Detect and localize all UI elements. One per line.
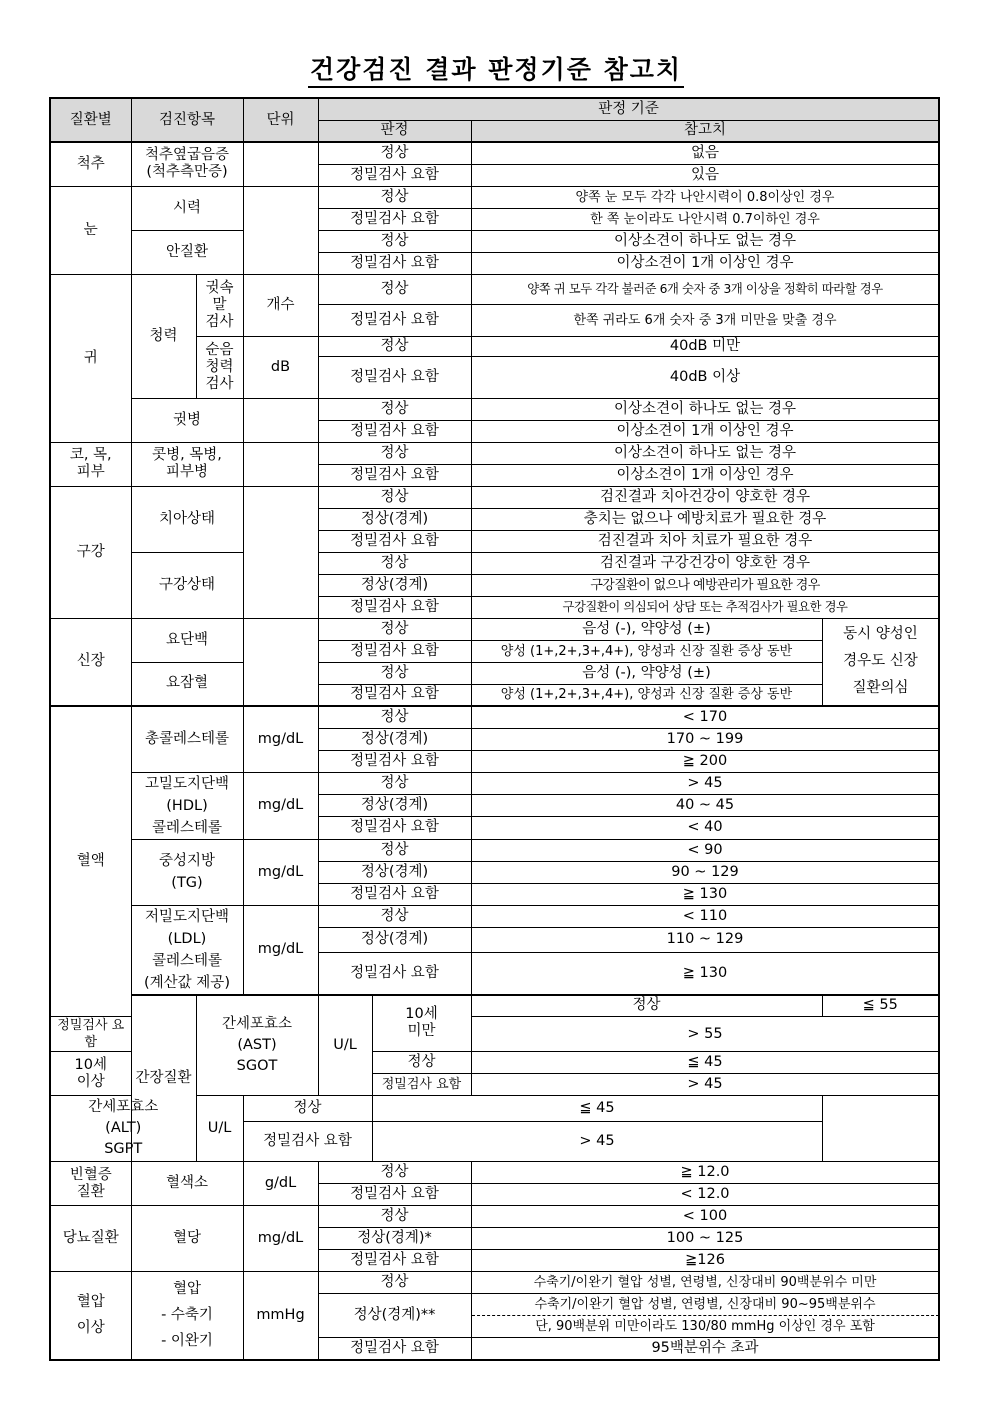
age-line: 10세	[405, 1006, 438, 1023]
criteria-table	[49, 97, 940, 1361]
table-row	[50, 618, 939, 640]
reference-cell: 양성 (1+,2+,3+,4+), 양성과 신장 질환 증상 동반	[471, 640, 822, 662]
table-row	[50, 1272, 939, 1294]
item-line: (계산값 제공)	[144, 974, 230, 991]
disease-cell	[50, 1162, 131, 1206]
header-criteria: 판정 기준	[318, 98, 939, 120]
table-row	[50, 398, 939, 420]
reference-cell: 양성 (1+,2+,3+,4+), 양성과 신장 질환 증상 동반	[471, 684, 822, 706]
disease-cell: 귀	[50, 274, 131, 442]
item-cell: 요잠혈	[131, 662, 243, 706]
judgement-cell: 정상	[318, 905, 471, 927]
judgement-cell: 정상(경계)	[318, 794, 471, 816]
item-line: 피부병	[165, 464, 209, 480]
item-cell	[196, 995, 318, 1096]
judgement-cell: 정밀검사 요함	[318, 356, 471, 398]
judgement-cell: 정상	[318, 1272, 471, 1294]
disease-cell: 혈액	[50, 706, 131, 1017]
item-line: (HDL)	[166, 797, 208, 814]
reference-cell: 90 ~ 129	[471, 861, 939, 883]
judgement-cell: 정밀검사 요함	[318, 304, 471, 336]
reference-cell: 40 ~ 45	[471, 794, 939, 816]
judgement-cell: 정상(경계)	[318, 574, 471, 596]
header-unit: 단위	[243, 98, 318, 142]
item-cell: 구강상태	[131, 552, 243, 618]
table-row	[50, 772, 939, 794]
judgement-cell: 정상	[318, 552, 471, 574]
reference-cell: 100 ~ 125	[471, 1228, 939, 1250]
item-line: (척추측만증)	[146, 164, 228, 181]
disease-line: 혈압	[76, 1294, 105, 1311]
reference-cell: 수축기/이완기 혈압 성별, 연령별, 신장대비 90백분위수 미만	[471, 1272, 939, 1294]
reference-cell: 구강질환이 의심되어 상담 또는 추적검사가 필요한 경우	[471, 596, 939, 618]
item-line: 검사	[205, 313, 234, 330]
reference-cell: < 100	[471, 1206, 939, 1228]
item-line: 청력	[205, 358, 234, 375]
reference-cell: 구강질환이 없으나 예방관리가 필요한 경우	[471, 574, 939, 596]
unit-cell: mmHg	[243, 1272, 318, 1360]
judgement-cell: 정상	[318, 442, 471, 464]
table-row	[50, 274, 939, 304]
unit-cell: U/L	[196, 1096, 243, 1162]
item-line: 간세포효소	[88, 1099, 159, 1115]
judgement-cell: 정밀검사 요함	[318, 684, 471, 706]
reference-cell: 없음	[471, 142, 939, 164]
judgement-cell: 정상	[318, 398, 471, 420]
item-line: 콧병, 목병,	[152, 447, 222, 463]
judgement-cell: 정상	[318, 274, 471, 304]
table-row	[50, 905, 939, 927]
item-line: 저밀도지단백	[144, 908, 230, 925]
reference-cell: > 55	[471, 1017, 939, 1052]
judgement-cell: 정상	[318, 230, 471, 252]
item-line: 말	[212, 296, 227, 313]
reference-cell: ≦ 45	[471, 1052, 939, 1074]
unit-cell	[243, 142, 318, 186]
judgement-cell: 정상	[318, 618, 471, 640]
item-line: - 이완기	[161, 1333, 213, 1350]
reference-cell: 40dB 미만	[471, 336, 939, 356]
disease-line: 이상	[76, 1320, 105, 1337]
page-title-text: 건강검진 결과 판정기준 참고치	[308, 55, 684, 88]
item-cell: 혈당	[131, 1206, 243, 1272]
reference-cell: 양쪽 귀 모두 각각 불러준 6개 숫자 중 3개 이상을 정확히 따라할 경우	[471, 274, 939, 304]
judgement-cell: 정밀검사 요함	[318, 464, 471, 486]
table-row	[50, 186, 939, 208]
reference-cell: ≧ 200	[471, 750, 939, 772]
reference-cell: 양쪽 눈 모두 각각 나안시력이 0.8이상인 경우	[471, 186, 939, 208]
reference-cell: 110 ~ 129	[471, 927, 939, 952]
unit-cell	[243, 618, 318, 706]
reference-cell: 단, 90백분위 미만이라도 130/80 mmHg 이상인 경우 포함	[471, 1316, 939, 1338]
item-line: 콜레스테롤	[151, 952, 223, 969]
item-line: - 수축기	[161, 1307, 213, 1324]
item-line: 고밀도지단백	[144, 775, 230, 792]
unit-cell: mg/dL	[243, 772, 318, 839]
disease-line: 질환	[76, 1183, 105, 1200]
table-row	[50, 1162, 939, 1184]
disease-line: 코, 목,	[69, 447, 112, 463]
disease-line: 빈혈증	[69, 1166, 112, 1183]
judgement-cell: 정상	[243, 1096, 372, 1122]
reference-cell: 있음	[471, 164, 939, 186]
reference-cell: ≦ 45	[372, 1096, 822, 1122]
reference-cell: ≧ 12.0	[471, 1162, 939, 1184]
item-line: (TG)	[171, 875, 203, 891]
reference-cell: 이상소견이 1개 이상인 경우	[471, 420, 939, 442]
item-cell	[131, 442, 243, 486]
judgement-cell: 정밀검사 요함	[318, 1184, 471, 1206]
judgement-cell: 정상	[318, 662, 471, 684]
reference-cell: < 40	[471, 817, 939, 839]
age-line: 이상	[76, 1073, 105, 1090]
item-line: 검사	[205, 375, 234, 392]
judgement-cell: 정상	[318, 1162, 471, 1184]
disease-cell: 간장질환	[131, 995, 196, 1162]
item-cell: 요단백	[131, 618, 243, 662]
item-line: 간세포효소	[221, 1015, 293, 1032]
judgement-cell: 정밀검사 요함	[318, 420, 471, 442]
reference-cell: 이상소견이 하나도 없는 경우	[471, 442, 939, 464]
judgement-cell: 정밀검사 요함	[318, 883, 471, 905]
judgement-cell: 정밀검사 요함	[243, 1122, 372, 1162]
reference-cell: < 12.0	[471, 1184, 939, 1206]
judgement-cell: 정밀검사 요함	[318, 164, 471, 186]
judgement-cell: 정밀검사 요함	[318, 208, 471, 230]
table-row	[50, 230, 939, 252]
judgement-cell: 정상(경계)	[318, 927, 471, 952]
unit-cell: g/dL	[243, 1162, 318, 1206]
judgement-cell: 정밀검사 요함	[318, 952, 471, 994]
table-row	[50, 1206, 939, 1228]
reference-cell: 이상소견이 하나도 없는 경우	[471, 398, 939, 420]
item-cell: 총콜레스테롤	[131, 706, 243, 772]
reference-cell: ≧126	[471, 1250, 939, 1272]
judgement-cell: 정상(경계)	[318, 861, 471, 883]
reference-cell: 음성 (-), 약양성 (±)	[471, 662, 822, 684]
item-cell	[131, 772, 243, 839]
reference-cell: 95백분위수 초과	[471, 1338, 939, 1360]
item-line: (LDL)	[167, 930, 207, 947]
item-line: 중성지방	[158, 853, 216, 869]
note-line: 경우도 신장	[843, 653, 918, 670]
unit-cell: mg/dL	[243, 839, 318, 905]
judgement-cell: 정상	[318, 772, 471, 794]
judgement-cell: 정상(경계)	[318, 728, 471, 750]
judgement-cell: 정밀검사 요함	[318, 1250, 471, 1272]
page-title	[0, 50, 992, 86]
disease-cell: 당뇨질환	[50, 1206, 131, 1272]
item-cell: 치아상태	[131, 486, 243, 552]
age-cell	[372, 995, 471, 1052]
reference-cell: 음성 (-), 약양성 (±)	[471, 618, 822, 640]
disease-cell: 신장	[50, 618, 131, 706]
item-line: 척추옆굽음증	[144, 147, 230, 164]
sub-item-cell	[196, 274, 243, 336]
reference-cell: 이상소견이 하나도 없는 경우	[471, 230, 939, 252]
reference-cell: > 45	[471, 1074, 939, 1096]
unit-cell	[243, 186, 318, 274]
table-row	[50, 552, 939, 574]
item-line: 귓속	[205, 279, 234, 296]
table-row	[50, 839, 939, 861]
header-item: 검진항목	[131, 98, 243, 142]
unit-cell	[243, 442, 318, 486]
age-cell	[50, 1052, 131, 1096]
reference-cell: 이상소견이 1개 이상인 경우	[471, 252, 939, 274]
disease-cell: 구강	[50, 486, 131, 618]
disease-cell	[50, 442, 131, 486]
table-row	[50, 995, 939, 1017]
item-cell	[131, 1272, 243, 1360]
disease-line: 피부	[76, 464, 105, 480]
reference-cell: 검진결과 구강건강이 양호한 경우	[471, 552, 939, 574]
reference-cell: ≧ 130	[471, 952, 939, 994]
judgement-cell: 정밀검사 요함	[318, 640, 471, 662]
reference-cell: < 170	[471, 706, 939, 728]
disease-cell: 척추	[50, 142, 131, 186]
judgement-cell: 정상	[318, 142, 471, 164]
age-line: 미만	[407, 1023, 436, 1040]
item-cell: 시력	[131, 186, 243, 230]
item-cell: 혈색소	[131, 1162, 243, 1206]
table-row	[50, 706, 939, 728]
age-line: 10세	[74, 1056, 107, 1073]
judgement-cell: 정상	[471, 995, 822, 1017]
sub-item-cell	[196, 336, 243, 398]
note-line: 동시 양성인	[843, 626, 918, 643]
judgement-cell: 정밀검사 요함	[318, 817, 471, 839]
item-cell: 귓병	[131, 398, 243, 442]
reference-cell: 검진결과 치아건강이 양호한 경우	[471, 486, 939, 508]
judgement-cell: 정상	[318, 336, 471, 356]
judgement-cell: 정상	[318, 706, 471, 728]
item-line: (AST)	[237, 1036, 277, 1053]
item-cell: 안질환	[131, 230, 243, 274]
item-cell	[131, 905, 243, 995]
table-row	[50, 142, 939, 164]
judgement-cell: 정밀검사 요함	[318, 1338, 471, 1360]
unit-cell: mg/dL	[243, 1206, 318, 1272]
reference-cell: ≧ 130	[471, 883, 939, 905]
item-line: 순음	[205, 341, 234, 358]
item-line: SGOT	[236, 1057, 278, 1074]
header-disease: 질환별	[50, 98, 131, 142]
reference-cell: 170 ~ 199	[471, 728, 939, 750]
unit-cell: dB	[243, 336, 318, 398]
reference-cell: 검진결과 치아 치료가 필요한 경우	[471, 530, 939, 552]
header-row	[50, 98, 939, 120]
item-line: SGPT	[104, 1141, 143, 1157]
judgement-cell: 정밀검사 요함	[372, 1074, 471, 1096]
unit-cell: mg/dL	[243, 706, 318, 772]
reference-cell: 이상소견이 1개 이상인 경우	[471, 464, 939, 486]
item-cell	[131, 142, 243, 186]
judgement-cell: 정상	[318, 186, 471, 208]
unit-cell	[243, 486, 318, 618]
header-judgement: 판정	[318, 120, 471, 142]
judgement-cell: 정상(경계)*	[318, 1228, 471, 1250]
judgement-cell: 정밀검사 요함	[318, 596, 471, 618]
reference-cell: 충치는 없으나 예방치료가 필요한 경우	[471, 508, 939, 530]
judgement-cell: 정상(경계)**	[318, 1294, 471, 1338]
disease-cell	[50, 1272, 131, 1360]
unit-cell: 개수	[243, 274, 318, 336]
judgement-cell: 정밀검사 요함	[50, 1017, 131, 1052]
reference-cell: 수축기/이완기 혈압 성별, 연령별, 신장대비 90~95백분위수	[471, 1294, 939, 1316]
item-line: 혈압	[172, 1281, 201, 1298]
reference-cell: 한 쪽 눈이라도 나안시력 0.7이하인 경우	[471, 208, 939, 230]
item-line: (ALT)	[105, 1120, 142, 1136]
judgement-cell: 정밀검사 요함	[318, 252, 471, 274]
reference-cell: 40dB 이상	[471, 356, 939, 398]
judgement-cell: 정상	[318, 486, 471, 508]
reference-cell: < 110	[471, 905, 939, 927]
disease-cell: 눈	[50, 186, 131, 274]
table-row	[50, 486, 939, 508]
table-row	[50, 1096, 939, 1122]
item-cell	[131, 839, 243, 905]
judgement-cell: 정상	[318, 1206, 471, 1228]
judgement-cell: 정상	[372, 1052, 471, 1074]
reference-cell: > 45	[372, 1122, 822, 1162]
table-row	[50, 442, 939, 464]
reference-cell: < 90	[471, 839, 939, 861]
judgement-cell: 정상	[318, 839, 471, 861]
judgement-cell: 정상(경계)	[318, 508, 471, 530]
unit-cell: U/L	[318, 995, 372, 1096]
header-reference: 참고치	[471, 120, 939, 142]
note-cell	[822, 618, 939, 706]
reference-cell: ≦ 55	[822, 995, 939, 1017]
item-cell	[50, 1096, 196, 1162]
reference-cell: 한쪽 귀라도 6개 숫자 중 3개 미만을 맞출 경우	[471, 304, 939, 336]
unit-cell: mg/dL	[243, 905, 318, 995]
note-line: 질환의심	[852, 680, 909, 697]
item-line: 콜레스테롤	[151, 819, 223, 836]
unit-cell	[243, 398, 318, 442]
judgement-cell: 정밀검사 요함	[318, 530, 471, 552]
judgement-cell: 정밀검사 요함	[318, 750, 471, 772]
reference-cell: > 45	[471, 772, 939, 794]
item-cell: 청력	[131, 274, 196, 398]
table-row	[50, 662, 939, 684]
